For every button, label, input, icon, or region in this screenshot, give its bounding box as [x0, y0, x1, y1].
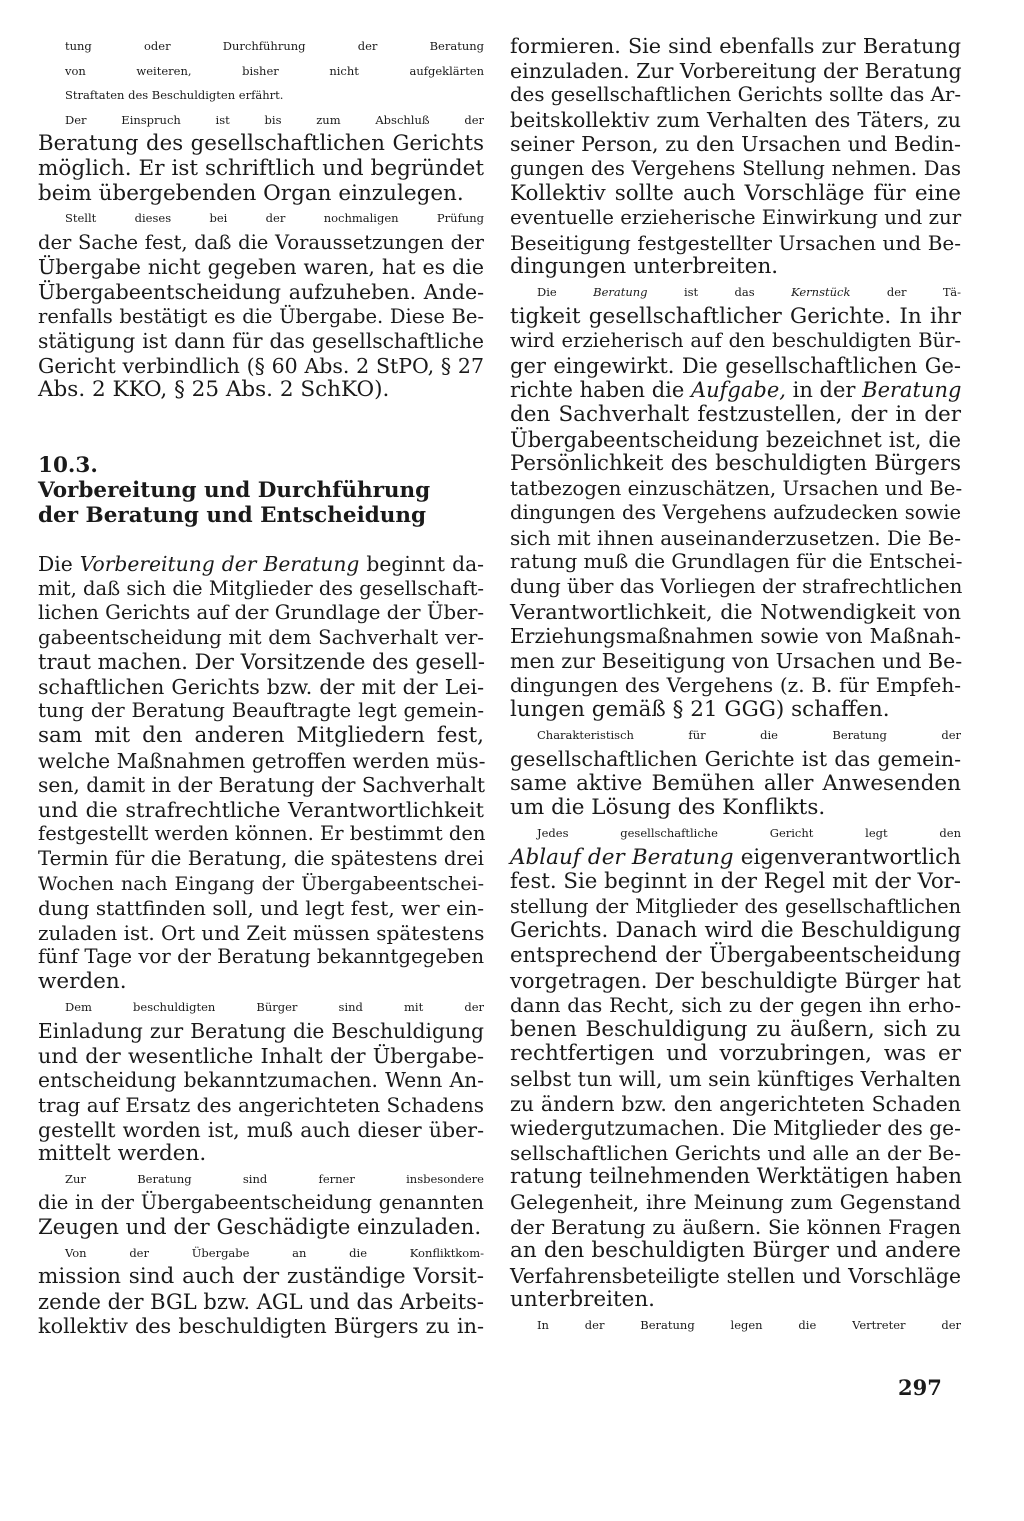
text-line: vorgetragen. Der beschuldigte Bürger hat	[510, 968, 961, 993]
text-line: Zur Beratung sind ferner insbesondere	[65, 1171, 484, 1186]
text-line: entsprechend der Übergabeentscheidung	[510, 942, 961, 968]
text-line: der Beratung zu äußern. Sie können Fragen	[510, 1214, 961, 1239]
text-line: unterbreiten.	[510, 1287, 656, 1313]
text-line: Straftaten des Beschuldigten erfährt.	[65, 88, 284, 103]
text-line: sen, damit in der Beratung der Sachverhalt	[38, 773, 486, 798]
text-line: lungen gemäß § 21 GGG) schaffen.	[510, 697, 890, 723]
paragraph-pruefung	[38, 206, 484, 403]
text-line: schaftlichen Gerichts bzw. der mit der Lei-	[38, 674, 484, 699]
text-line: Abs. 2 KKO, § 25 Abs. 2 SchKO).	[38, 377, 390, 403]
text-line: Dem beschuldigten Bürger sind mit der	[65, 999, 484, 1014]
text-line: Stellt dieses bei der nochmaligen Prüfung	[65, 211, 484, 226]
text-line: an den beschuldigten Bürger und andere	[510, 1238, 961, 1264]
paragraph-kernstueck	[510, 280, 961, 723]
paragraph-kollektiv	[510, 34, 961, 280]
text-line: In der Beratung legen die Vertreter der	[537, 1317, 961, 1332]
text-line: zende der BGL bzw. AGL und das Arbeits-	[38, 1289, 484, 1314]
text-line: der Sache fest, daß die Voraussetzungen der	[38, 230, 484, 254]
text-line: mittelt werden.	[38, 1141, 207, 1167]
text-line: dann das Recht, sich zu der gegen ihn erho-	[510, 993, 961, 1018]
text-line: Jedes gesellschaftliche Gericht legt den	[537, 826, 961, 840]
text-line: sam mit den anderen Mitgliedern fest,	[38, 723, 484, 749]
text-line: tatbezogen einzuschätzen, Ursachen und Be-	[510, 476, 963, 500]
text-line: gestellt worden ist, muß auch dieser über-	[38, 1117, 484, 1142]
text-line: und der wesentliche Inhalt der Übergabe-	[38, 1043, 484, 1068]
paragraph-einladung	[38, 995, 484, 1167]
text-line: um die Lösung des Konflikts.	[510, 795, 826, 821]
text-line: same aktive Bemühen aller Anwesenden	[510, 770, 961, 796]
text-line: ratung muß die Grundlagen für die Entschei-	[510, 550, 963, 574]
text-line: eventuelle erzieherische Einwirkung und zur	[510, 206, 962, 230]
text-line: Von der Übergabe an die Konfliktkom-	[65, 1245, 484, 1260]
text-line: zu ändern bzw. den angerichteten Schaden	[510, 1091, 961, 1116]
section-heading	[38, 453, 484, 528]
text-line: Übergabeentscheidung bezeichnet ist, die	[510, 427, 961, 452]
text-line: Wochen nach Eingang der Übergabeentschei-	[38, 872, 484, 895]
text-line: Persönlichkeit des beschuldigten Bürgers	[510, 451, 961, 477]
text-line: Verantwortlichkeit, die Notwendigkeit von	[510, 599, 961, 624]
paragraph-einspruch	[38, 108, 484, 206]
text-line: Gericht verbindlich (§ 60 Abs. 2 StPO, § 27	[38, 353, 484, 378]
text-line: tung oder Durchführung der Beratung	[65, 39, 484, 53]
section-title: Vorbereitung und Durchführung	[38, 477, 431, 503]
text-line: werden.	[38, 969, 127, 994]
text-line: benen Beschuldigung zu äußern, sich zu	[510, 1016, 961, 1042]
text-line: Einladung zur Beratung die Beschuldigung	[38, 1019, 484, 1044]
text-line: gesellschaftlichen Gerichte ist das gemein-	[510, 747, 961, 772]
text-line: zuladen ist. Ort und Zeit müssen spätestens	[38, 920, 485, 945]
text-line: Beseitigung festgestellter Ursachen und Be-	[510, 230, 961, 255]
text-line: von weiteren, bisher nicht aufgeklärten	[65, 63, 484, 78]
text-line: dung stattfinden soll, und legt fest, wer ein-	[38, 896, 484, 921]
section-number: 10.3.	[38, 452, 98, 478]
text-line: entscheidung bekanntzumachen. Wenn An-	[38, 1068, 484, 1093]
text-line: sich mit ihnen auseinanderzusetzen. Die Be-	[510, 525, 961, 550]
paragraph-konfliktkommission	[38, 1241, 484, 1339]
paragraph-ablauf	[510, 821, 961, 1313]
text-line: formieren. Sie sind ebenfalls zur Beratung	[510, 34, 961, 58]
text-line: gabeentscheidung mit dem Sachverhalt ver-	[38, 625, 484, 649]
text-line: ratung teilnehmenden Werktätigen haben	[510, 1164, 962, 1190]
text-line: mission sind auch der zuständige Vorsit-	[38, 1264, 484, 1290]
text-line: Kollektiv sollte auch Vorschläge für eine	[510, 180, 961, 206]
text-line: Termin für die Beratung, die spätestens drei	[38, 847, 484, 871]
text-line: einzuladen. Zur Vorbereitung der Beratung	[510, 58, 962, 83]
right-column	[510, 34, 961, 1337]
text-line: men zur Beseitigung von Ursachen und Be-	[510, 648, 963, 673]
text-line: kollektiv des beschuldigten Bürgers zu in-	[38, 1314, 484, 1339]
text-line: fest. Sie beginnt in der Regel mit der Vor-	[510, 869, 961, 895]
text-line: welche Maßnahmen getroffen werden müs-	[38, 748, 486, 773]
text-line: rechtfertigen und vorzubringen, was er	[510, 1041, 961, 1067]
text-line: selbst tun will, um sein künftiges Verhalten	[510, 1066, 962, 1091]
text-line: fünf Tage vor der Beratung bekanntgegeben	[38, 945, 485, 969]
text-line: traut machen. Der Vorsitzende des gesell-	[38, 650, 485, 675]
text-line: dung über das Vorliegen der strafrechtlichen	[510, 575, 963, 599]
text-line: Gerichts. Danach wird die Beschuldigung	[510, 918, 961, 944]
text-line: sellschaftlichen Gerichts und alle an der Be-	[510, 1140, 961, 1165]
text-line: Übergabe nicht gegeben waren, hat es die	[38, 255, 484, 280]
text-line: stätigung ist dann für das gesellschaftliche	[38, 329, 484, 354]
text-line: tung der Beratung Beauftragte legt gemein-	[38, 699, 484, 723]
paragraph-continuation	[38, 34, 484, 108]
text-line: seiner Person, zu den Ursachen und Bedin-	[510, 132, 961, 157]
text-line: dingungen des Vergehens (z. B. für Empfeh-	[510, 673, 961, 698]
text-line: tigkeit gesellschaftlicher Gerichte. In ihr	[510, 303, 961, 329]
text-line: die in der Übergabeentscheidung genannten	[38, 1191, 484, 1215]
text-line: trag auf Ersatz des angerichteten Schadens	[38, 1092, 484, 1117]
paragraph-charakteristisch	[510, 723, 961, 821]
text-line: lichen Gerichts auf der Grundlage der Über-	[38, 601, 484, 625]
text-line: ger eingewirkt. Die gesellschaftlichen Ge-	[510, 353, 961, 378]
section-title: der Beratung und Entscheidung	[38, 502, 427, 528]
text-line: Übergabeentscheidung aufzuheben. Ande-	[38, 279, 484, 304]
paragraph-vorbereitung	[38, 552, 484, 995]
text-line: dingungen unterbreiten.	[510, 254, 779, 280]
text-line: gungen des Vergehens Stellung nehmen. Das	[510, 156, 961, 180]
text-line: Verfahrensbeteiligte stellen und Vorschläge	[510, 1263, 961, 1288]
text-line: des gesellschaftlichen Gerichts sollte das Ar-	[510, 83, 961, 107]
text-line: Beratung des gesellschaftlichen Gerichts	[38, 131, 484, 157]
text-line: dingungen des Vergehens aufzudecken sowie	[510, 501, 961, 525]
text-line: wiedergutzumachen. Die Mitglieder des ge-	[510, 1116, 961, 1141]
text-line: Der Einspruch ist bis zum Abschluß der	[65, 112, 484, 127]
paragraph-vertreter	[510, 1313, 961, 1338]
text-line: richte haben die Aufgabe, in der Beratung	[510, 378, 962, 403]
text-line: den Sachverhalt festzustellen, der in der	[510, 401, 961, 427]
left-column	[38, 34, 484, 1339]
text-line: Charakteristisch für die Beratung der	[537, 727, 961, 742]
text-line: Die Beratung ist das Kernstück der Tä-	[537, 284, 962, 299]
text-line: beim übergebenden Organ einzulegen.	[38, 180, 464, 206]
text-line: wird erzieherisch auf den beschuldigten Bür-	[510, 329, 961, 353]
text-line: Erziehungsmaßnahmen sowie von Maßnah-	[510, 624, 961, 649]
text-line: Gelegenheit, ihre Meinung zum Gegenstand	[510, 1189, 961, 1214]
text-line: mit, daß sich die Mitglieder des gesellschaft-	[38, 576, 484, 600]
text-line: stellung der Mitglieder des gesellschaftlichen	[510, 894, 961, 918]
text-line: Zeugen und der Geschädigte einzuladen.	[38, 1214, 482, 1240]
text-line: renfalls bestätigt es die Übergabe. Diese Be-	[38, 304, 484, 328]
page-number: 297	[898, 1375, 942, 1400]
text-line: Die Vorbereitung der Beratung beginnt da-	[38, 551, 484, 576]
text-line: beitskollektiv zum Verhalten des Täters, zu	[510, 107, 961, 132]
text-line: festgestellt werden können. Er bestimmt den	[38, 822, 486, 846]
text-line: und die strafrechtliche Verantwortlichkeit	[38, 797, 484, 822]
text-line: möglich. Er ist schriftlich und begründet	[38, 155, 484, 181]
paragraph-zeugen	[38, 1167, 484, 1241]
text-line: Ablauf der Beratung eigenverantwortlich	[510, 844, 961, 870]
